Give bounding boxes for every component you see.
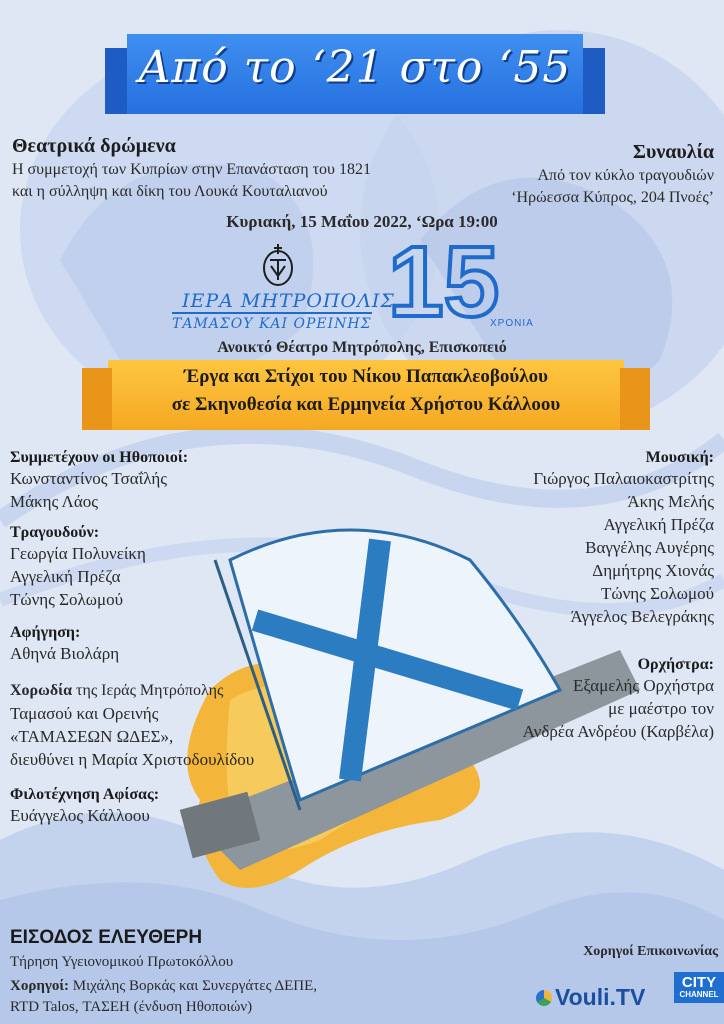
choir-line: «ΤΑΜΑΣΕΩΝ ΩΔΕΣ», [10,727,174,746]
sponsors-heading: Χορηγοί: [10,978,70,994]
vouli-tv-logo [536,984,645,1011]
sponsors-line-2: RTD Talos, ΤΑΣΕΗ (ένδυση Ηθοποιών) [10,999,253,1015]
musician-name: Δημήτρης Χιονάς [592,561,714,580]
theatre-section [12,133,442,203]
channel-text: CHANNEL [679,990,719,999]
actors-heading: Συμμετέχουν οι Ηθοποιοί: [10,449,189,466]
theatre-line-2: και η σύλληψη και δίκη του Λουκά Κουταλιανού [12,183,328,200]
city-text: CITY [681,974,717,991]
actors-section [10,449,350,513]
poster-artist: Ευάγγελος Κάλλοου [10,806,150,825]
vouli-tv-icon [536,990,552,1006]
concert-line-2: ‘Ηρώεσσα Κύπρος, 204 Πνοές’ [511,189,714,206]
concert-section [414,139,714,209]
actor-name: Κωνσταντίνος Τσαΐλής [10,469,167,488]
choir-heading: Χορωδία [10,682,73,699]
singer-name: Τώνης Σολωμού [10,590,123,609]
works-banner-line-2: σε Σκηνοθεσία και Ερμηνεία Χρήστου Κάλλοου [171,394,561,415]
venue: Ανοικτό Θέατρο Μητρόπολης, Επισκοπειό [217,339,507,356]
singer-name: Γεωργία Πολυνείκη [10,544,146,563]
city-channel-logo [674,972,724,1003]
poster-section [10,786,350,827]
event-date: Κυριακή, 15 Μαΐου 2022, ‘Ωρα 19:00 [226,212,498,231]
orchestra-heading: Ορχήστρα: [637,656,714,673]
theatre-heading: Θεατρικά δρώμενα [12,135,176,157]
choir-line: διευθύνει η Μαρία Χριστοδουλίδου [10,750,255,769]
musician-name: Τώνης Σολωμού [601,584,714,603]
orchestra-line: Ανδρέα Ανδρέου (Καρβέλα) [522,722,714,741]
orchestra-line: με μαέστρο τον [608,699,714,718]
choir-line: Ταμασού και Ορεινής [10,704,159,723]
choir-section [10,680,350,771]
narrator-name: Αθηνά Βιολάρη [10,644,120,663]
singers-section [10,524,350,611]
musician-name: Άγγελος Βελεγράκης [570,607,714,626]
works-banner-tail-right [620,368,650,430]
orchestra-section [394,656,714,743]
singers-heading: Τραγουδούν: [10,524,100,541]
orchestra-line: Εξαμελής Ορχήστρα [572,676,714,695]
narration-heading: Αφήγηση: [10,624,81,641]
musician-name: Βαγγέλης Αυγέρης [585,538,714,557]
music-heading: Μουσική: [645,449,714,466]
concert-line-1: Από τον κύκλο τραγουδιών [537,167,714,184]
singer-name: Αγγελική Πρέζα [10,567,121,586]
title-banner [127,34,583,114]
choir-heading-rest: της Ιεράς Μητρόπολης [72,682,224,699]
media-sponsors-heading: Χορηγοί Επικοινωνίας [583,944,718,959]
works-banner-line-1: Έργα και Στίχοι του Νίκου Παπακλεοβούλου [184,366,548,387]
logo-number: 15 [388,226,500,338]
concert-heading: Συναυλία [632,141,714,163]
entry-section [10,926,390,1018]
narration-section [10,624,350,665]
music-section [394,449,714,628]
musician-name: Αγγελική Πρέζα [603,515,714,534]
logo-line-1: ΙΕΡΑ ΜΗΤΡΟΠΟΛΙΣ [182,290,395,312]
logo-line-2: ΤΑΜΑΣΟΥ ΚΑΙ ΟΡΕΙΝΗΣ [172,312,372,332]
poster-heading: Φιλοτέχνηση Αφίσας: [10,786,160,803]
musician-name: Άκης Μελής [627,492,714,511]
works-banner [108,360,624,430]
vouli-tv-text: Vouli.TV [555,984,646,1010]
entry-heading: ΕΙΣΟΔΟΣ ΕΛΕΥΘΕΡΗ [10,927,203,948]
logo-years: ΧΡΟΝΙΑ [490,318,534,329]
entry-note: Τήρηση Υγειονομικού Πρωτοκόλλου [10,954,234,970]
page-title: Από το ‘21 στο ‘55 [138,42,572,93]
actor-name: Μάκης Λάος [10,492,98,511]
theatre-line-1: Η συμμετοχή των Κυπρίων στην Επανάσταση του 1821 [12,161,371,178]
sponsors-line-1: Μιχάλης Βορκάς και Συνεργάτες ΔΕΠΕ, [69,978,318,994]
cross-monogram-icon [262,242,294,286]
musician-name: Γιώργος Παλαιοκαστρίτης [533,469,714,488]
